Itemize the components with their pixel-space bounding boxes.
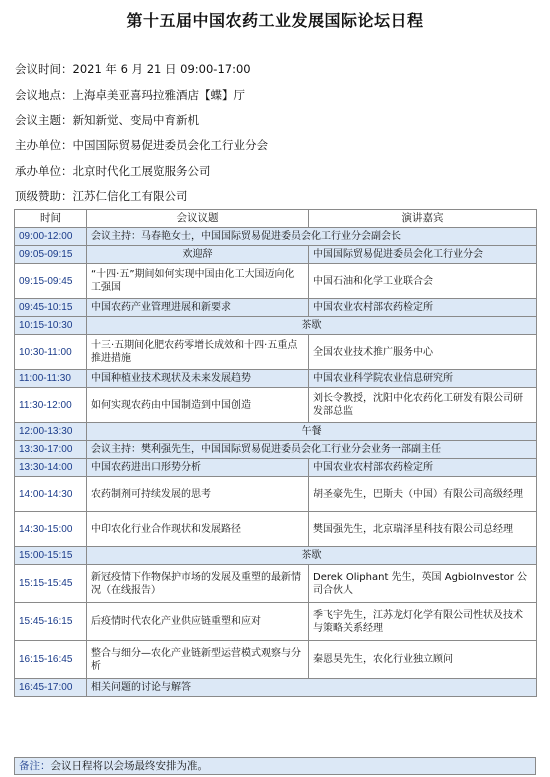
topic-cell: 十三·五期间化肥农药零增长成效和十四·五重点推进措施 xyxy=(87,335,309,370)
table-row xyxy=(15,477,537,512)
table-row-lunch xyxy=(15,423,537,441)
topic-cell: 中印农化行业合作现状和发展路径 xyxy=(87,512,309,547)
table-row xyxy=(15,246,537,264)
time-cell: 15:15-15:45 xyxy=(15,565,87,603)
footnote-label: 备注： xyxy=(19,760,51,772)
time-cell: 16:45-17:00 xyxy=(15,679,87,697)
info-co-organizer xyxy=(15,164,211,178)
header-time: 时间 xyxy=(15,210,87,228)
table-row xyxy=(15,264,537,299)
speaker-cell: 刘长令教授，沈阳中化农药化工研发有限公司研发部总监 xyxy=(309,388,537,423)
info-value: 2021 年 6 月 21 日 09:00-17:00 xyxy=(72,62,251,76)
info-value: 北京时代化工展览服务公司 xyxy=(72,164,211,178)
footnote xyxy=(14,757,536,775)
topic-cell: 后疫情时代农化产业供应链重塑和应对 xyxy=(87,603,309,641)
time-cell: 11:00-11:30 xyxy=(15,370,87,388)
time-cell: 12:00-13:30 xyxy=(15,423,87,441)
table-row xyxy=(15,512,537,547)
time-cell: 15:45-16:15 xyxy=(15,603,87,641)
info-sponsor xyxy=(15,189,188,203)
table-row-discussion xyxy=(15,679,537,697)
schedule-table xyxy=(14,209,537,697)
table-row-chair-afternoon xyxy=(15,441,537,459)
time-cell: 09:00-12:00 xyxy=(15,228,87,246)
speaker-cell: 中国石油和化学工业联合会 xyxy=(309,264,537,299)
table-row xyxy=(15,641,537,679)
discussion-cell: 相关问题的讨论与解答 xyxy=(87,679,537,697)
table-row-tea-break xyxy=(15,317,537,335)
time-cell: 13:30-17:00 xyxy=(15,441,87,459)
break-cell: 午餐 xyxy=(87,423,537,441)
time-cell: 16:15-16:45 xyxy=(15,641,87,679)
speaker-cell: 樊国强先生，北京瑞泽星科技有限公司总经理 xyxy=(309,512,537,547)
footnote-text: 会议日程将以会场最终安排为准。 xyxy=(50,760,208,772)
topic-cell: 中国农药进出口形势分析 xyxy=(87,459,309,477)
speaker-cell: 中国国际贸易促进委员会化工行业分会 xyxy=(309,246,537,264)
info-label: 会议地点： xyxy=(15,88,73,102)
table-row xyxy=(15,299,537,317)
info-label: 承办单位： xyxy=(15,164,73,178)
time-cell: 11:30-12:00 xyxy=(15,388,87,423)
page-title: 第十五届中国农药工业发展国际论坛日程 xyxy=(126,11,424,30)
header-topic: 会议议题 xyxy=(87,210,309,228)
info-label: 会议主题： xyxy=(15,113,73,127)
info-label: 顶级赞助： xyxy=(15,189,73,203)
time-cell: 10:30-11:00 xyxy=(15,335,87,370)
table-row xyxy=(15,565,537,603)
info-organizer xyxy=(15,138,268,152)
time-cell: 09:45-10:15 xyxy=(15,299,87,317)
table-row-tea-break xyxy=(15,547,537,565)
time-cell: 09:05-09:15 xyxy=(15,246,87,264)
speaker-cell: 胡圣豪先生，巴斯夫（中国）有限公司高级经理 xyxy=(309,477,537,512)
table-row-chair-morning xyxy=(15,228,537,246)
time-cell: 15:00-15:15 xyxy=(15,547,87,565)
time-cell: 14:00-14:30 xyxy=(15,477,87,512)
speaker-cell: 秦恩昊先生，农化行业独立顾问 xyxy=(309,641,537,679)
info-label: 主办单位： xyxy=(15,138,73,152)
chair-cell: 会议主持：樊利强先生，中国国际贸易促进委员会化工行业分会业务一部副主任 xyxy=(87,441,537,459)
speaker-cell: Derek Oliphant 先生，英国 AgbioInvestor 公司合伙人 xyxy=(309,565,537,603)
table-header-row xyxy=(15,210,537,228)
time-cell: 10:15-10:30 xyxy=(15,317,87,335)
info-value: 上海卓美亚喜玛拉雅酒店【蝶】厅 xyxy=(72,88,245,102)
info-value: 中国国际贸易促进委员会化工行业分会 xyxy=(72,138,268,152)
time-cell: 09:15-09:45 xyxy=(15,264,87,299)
topic-cell: 如何实现农药由中国制造到中国创造 xyxy=(87,388,309,423)
table-row xyxy=(15,603,537,641)
speaker-cell: 季飞宇先生，江苏龙灯化学有限公司性状及技术与策略关系经理 xyxy=(309,603,537,641)
speaker-cell: 全国农业技术推广服务中心 xyxy=(309,335,537,370)
info-value: 江苏仁信化工有限公司 xyxy=(72,189,188,203)
table-row xyxy=(15,335,537,370)
topic-cell: 欢迎辞 xyxy=(87,246,309,264)
info-meeting-theme xyxy=(15,113,199,127)
info-value: 新知新觉、变局中育新机 xyxy=(72,113,199,127)
chair-cell: 会议主持：马春艳女士，中国国际贸易促进委员会化工行业分会副会长 xyxy=(87,228,537,246)
table-row xyxy=(15,459,537,477)
time-cell: 14:30-15:00 xyxy=(15,512,87,547)
topic-cell: “十四·五”期间如何实现中国由化工大国迈向化工强国 xyxy=(87,264,309,299)
topic-cell: 农药制剂可持续发展的思考 xyxy=(87,477,309,512)
topic-cell: 中国农药产业管理进展和新要求 xyxy=(87,299,309,317)
info-meeting-venue xyxy=(15,88,245,102)
info-label: 会议时间： xyxy=(15,62,73,76)
topic-cell: 中国种植业技术现状及未来发展趋势 xyxy=(87,370,309,388)
speaker-cell: 中国农业科学院农业信息研究所 xyxy=(309,370,537,388)
speaker-cell: 中国农业农村部农药检定所 xyxy=(309,299,537,317)
speaker-cell: 中国农业农村部农药检定所 xyxy=(309,459,537,477)
break-cell: 茶歇 xyxy=(87,317,537,335)
break-cell: 茶歇 xyxy=(87,547,537,565)
header-speaker: 演讲嘉宾 xyxy=(309,210,537,228)
time-cell: 13:30-14:00 xyxy=(15,459,87,477)
table-row xyxy=(15,388,537,423)
topic-cell: 新冠疫情下作物保护市场的发展及重塑的最新情况（在线报告） xyxy=(87,565,309,603)
info-meeting-time xyxy=(15,62,251,76)
topic-cell: 整合与细分—农化产业链新型运营模式观察与分析 xyxy=(87,641,309,679)
table-row xyxy=(15,370,537,388)
